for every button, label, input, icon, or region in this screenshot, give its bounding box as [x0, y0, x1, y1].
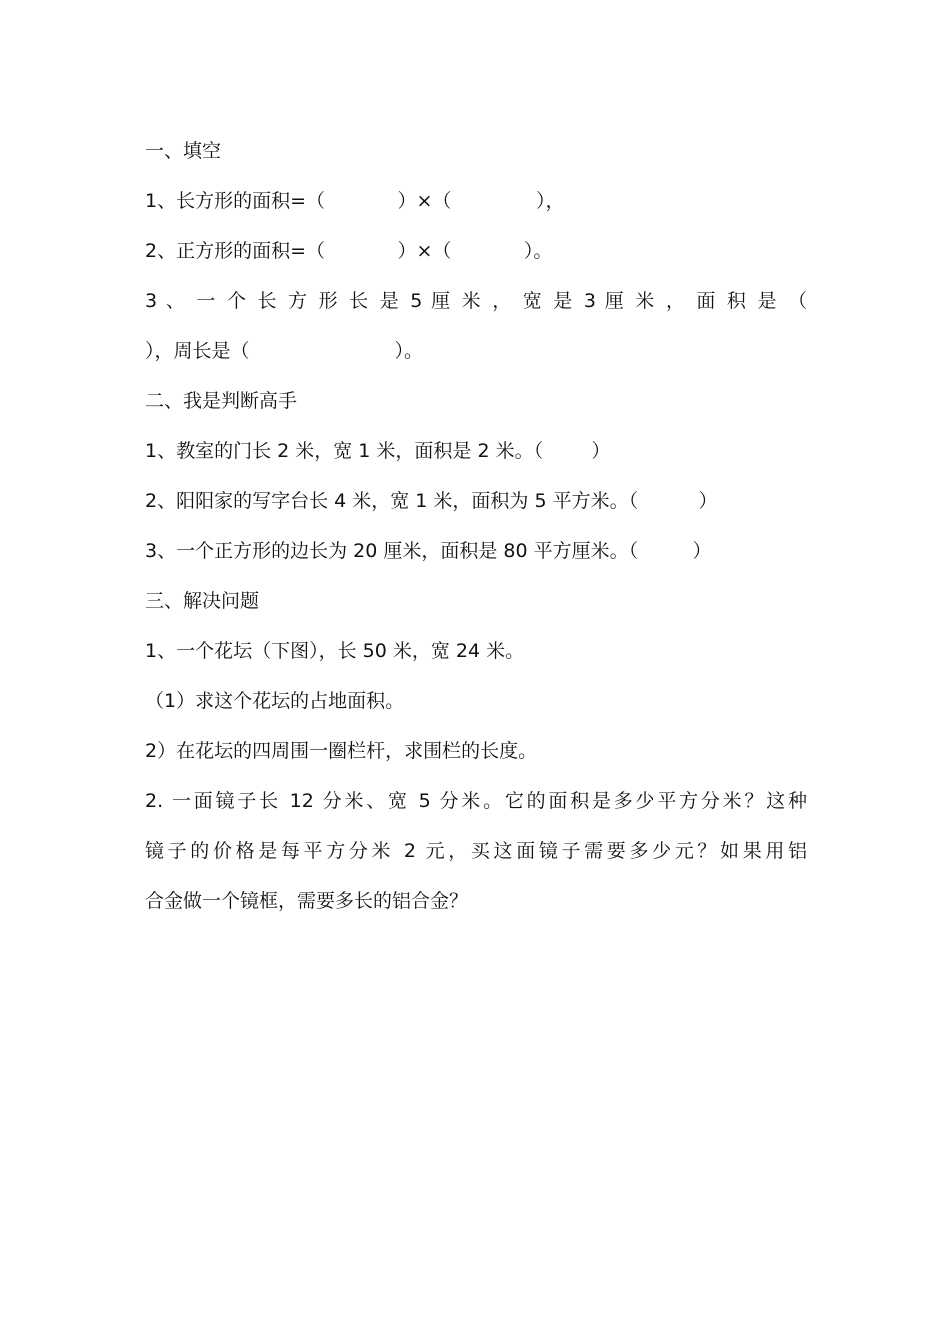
problem-flower-bed: 1、一个花坛（下图），长 50 米，宽 24 米。: [145, 640, 525, 662]
section-heading-judgement: 二、我是判断高手: [145, 390, 298, 412]
judgement-desk: 2、阳阳家的写字台长 4 米，宽 1 米，面积为 5 平方米。（ ）: [145, 490, 718, 512]
section-heading-problem-solving: 三、解决问题: [145, 590, 260, 612]
question-rectangle-5x3-line2: ），周长是（ ）。: [145, 340, 423, 362]
problem-mirror-line2: 镜子的价格是每平方分米 2 元，买这面镜子需要多少元？如果用铝: [145, 840, 807, 862]
question-square-area: 2、正方形的面积=（ ）×（ ）。: [145, 240, 553, 262]
problem-mirror-line1: 2. 一面镜子长 12 分米、宽 5 分米。它的面积是多少平方分米？这种: [145, 790, 807, 812]
section-heading-fill-blank: 一、填空: [145, 140, 222, 162]
judgement-classroom-door: 1、教室的门长 2 米，宽 1 米，面积是 2 米。（ ）: [145, 440, 611, 462]
problem-mirror: [145, 776, 807, 926]
problem-flower-bed-sub2: 2）在花坛的四周围一圈栏杆，求围栏的长度。: [145, 740, 538, 762]
problem-mirror-line3: 合金做一个镜框，需要多长的铝合金？: [145, 890, 469, 912]
question-rectangle-5x3-line1: 3 、 一 个 长 方 形 长 是 5 厘 米 ， 宽 是 3 厘 米 ， 面 积 是 （: [145, 290, 807, 312]
problem-flower-bed-sub1: （1）求这个花坛的占地面积。: [145, 690, 405, 712]
judgement-square-side: 3、一个正方形的边长为 20 厘米，面积是 80 平方厘米。（ ）: [145, 540, 712, 562]
question-rectangle-area: 1、长方形的面积=（ ）×（ ），: [145, 190, 565, 212]
document-page: [145, 126, 807, 926]
